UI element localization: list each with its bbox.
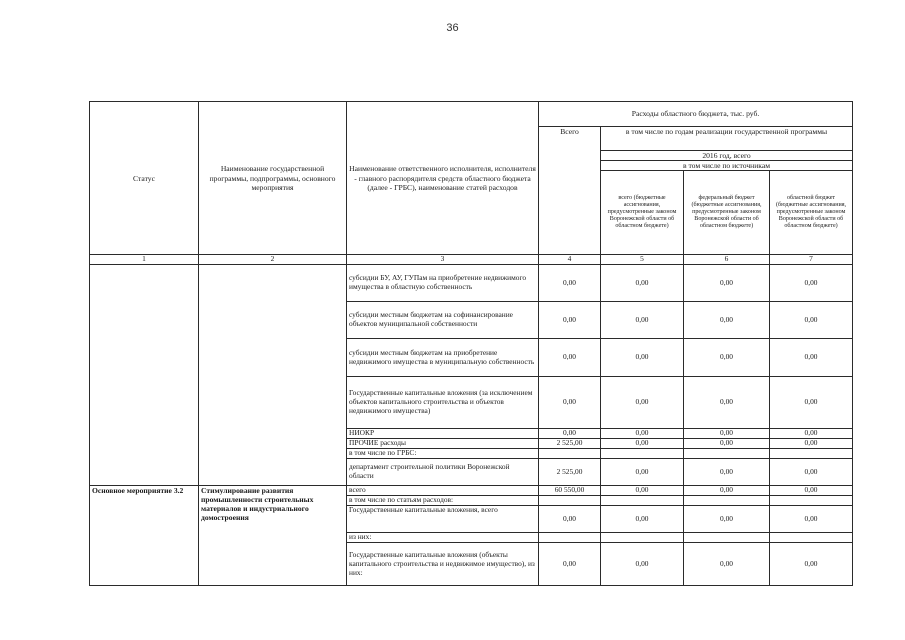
value-all: 0,00: [601, 506, 684, 533]
value-total: 2 525,00: [539, 459, 601, 486]
row-label: ПРОЧИЕ расходы: [347, 439, 539, 449]
header-by-years: в том числе по годам реализации государственной программы: [601, 127, 853, 151]
value-regional: 0,00: [770, 302, 853, 339]
header-responsible: Наименование ответственного исполнителя, исполнителя - главного распорядителя средств областного бюджета (далее - ГРБС), наименование статей расходов: [347, 102, 539, 255]
value-regional: 0,00: [770, 429, 853, 439]
value-regional: [770, 533, 853, 543]
table-row: [90, 265, 853, 302]
row-label: субсидии местным бюджетам на софинансирование объектов муниципальной собственности: [347, 302, 539, 339]
value-all: 0,00: [601, 265, 684, 302]
row-label: в том числе по статьям расходов:: [347, 496, 539, 506]
value-regional: 0,00: [770, 459, 853, 486]
row-label: из них:: [347, 533, 539, 543]
value-all: 0,00: [601, 429, 684, 439]
value-federal: 0,00: [684, 265, 770, 302]
value-regional: 0,00: [770, 339, 853, 377]
event-status: Основное мероприятие 3.2: [90, 486, 199, 586]
value-federal: 0,00: [684, 439, 770, 449]
value-federal: 0,00: [684, 506, 770, 533]
header-program-name: Наименование государственной программы, подпрограммы, основного мероприятия: [199, 102, 347, 255]
value-federal: 0,00: [684, 302, 770, 339]
value-total: [539, 496, 601, 506]
value-regional: 0,00: [770, 506, 853, 533]
value-regional: 0,00: [770, 265, 853, 302]
header-by-sources: в том числе по источникам: [601, 161, 853, 171]
header-source-all: всего (бюджетные ассигнования, предусмотренные законом Воронежской области об областном бюджете): [601, 171, 684, 255]
column-number-1: 1: [90, 255, 199, 265]
row-label: в том числе по ГРБС:: [347, 449, 539, 459]
value-total: [539, 449, 601, 459]
row-label: Государственные капитальные вложения (за исключением объектов капитального строительства и объектов недвижимого имущества): [347, 377, 539, 429]
table-row: [90, 486, 853, 496]
header-total: Всего: [539, 127, 601, 255]
column-number-4: 4: [539, 255, 601, 265]
value-federal: 0,00: [684, 486, 770, 496]
row-label: Государственные капитальные вложения, всего: [347, 506, 539, 533]
value-total: 0,00: [539, 429, 601, 439]
value-total: 0,00: [539, 506, 601, 533]
row-label: НИОКР: [347, 429, 539, 439]
value-federal: 0,00: [684, 429, 770, 439]
value-total: 0,00: [539, 377, 601, 429]
value-total: [539, 533, 601, 543]
value-total: 0,00: [539, 302, 601, 339]
value-all: [601, 449, 684, 459]
column-number-5: 5: [601, 255, 684, 265]
event-name: Стимулирование развития промышленности строительных материалов и индустриального домостроения: [199, 486, 347, 586]
value-total: 0,00: [539, 339, 601, 377]
value-total: 2 525,00: [539, 439, 601, 449]
budget-table: [89, 101, 853, 586]
value-federal: 0,00: [684, 459, 770, 486]
value-regional: 0,00: [770, 377, 853, 429]
header-source-federal: федеральный бюджет (бюджетные ассигнования, предусмотренные законом Воронежской области об областном бюджете): [684, 171, 770, 255]
row-label: всего: [347, 486, 539, 496]
value-all: 0,00: [601, 486, 684, 496]
value-federal: 0,00: [684, 377, 770, 429]
value-federal: [684, 449, 770, 459]
value-regional: [770, 496, 853, 506]
row-label: субсидии местным бюджетам на приобретение недвижимого имущества в муниципальную собственность: [347, 339, 539, 377]
header-year-total: 2016 год, всего: [601, 151, 853, 161]
header-expenses-title: Расходы областного бюджета, тыс. руб.: [539, 102, 853, 127]
value-all: 0,00: [601, 459, 684, 486]
value-regional: 0,00: [770, 439, 853, 449]
column-number-2: 2: [199, 255, 347, 265]
value-all: 0,00: [601, 302, 684, 339]
value-total: 0,00: [539, 543, 601, 586]
column-number-7: 7: [770, 255, 853, 265]
value-regional: 0,00: [770, 543, 853, 586]
value-regional: [770, 449, 853, 459]
value-all: [601, 496, 684, 506]
value-federal: [684, 496, 770, 506]
row-label: департамент строительной политики Воронежской области: [347, 459, 539, 486]
header-status: Статус: [90, 102, 199, 255]
row-label: субсидии БУ, АУ, ГУПам на приобретение недвижимого имущества в областную собственность: [347, 265, 539, 302]
value-all: 0,00: [601, 439, 684, 449]
value-federal: 0,00: [684, 339, 770, 377]
row-label: Государственные капитальные вложения (объекты капитального строительства и недвижимое имущество), из них:: [347, 543, 539, 586]
header-source-regional: областной бюджет (бюджетные ассигнования, предусмотренные законом Воронежской области об областном бюджете): [770, 171, 853, 255]
status-cell-empty: [90, 265, 199, 486]
value-federal: [684, 533, 770, 543]
value-all: 0,00: [601, 543, 684, 586]
value-all: 0,00: [601, 377, 684, 429]
value-regional: 0,00: [770, 486, 853, 496]
value-federal: 0,00: [684, 543, 770, 586]
value-total: 60 550,00: [539, 486, 601, 496]
value-total: 0,00: [539, 265, 601, 302]
page-number: 36: [446, 22, 459, 34]
column-number-6: 6: [684, 255, 770, 265]
value-all: [601, 533, 684, 543]
program-cell-empty: [199, 265, 347, 486]
column-number-3: 3: [347, 255, 539, 265]
value-all: 0,00: [601, 339, 684, 377]
